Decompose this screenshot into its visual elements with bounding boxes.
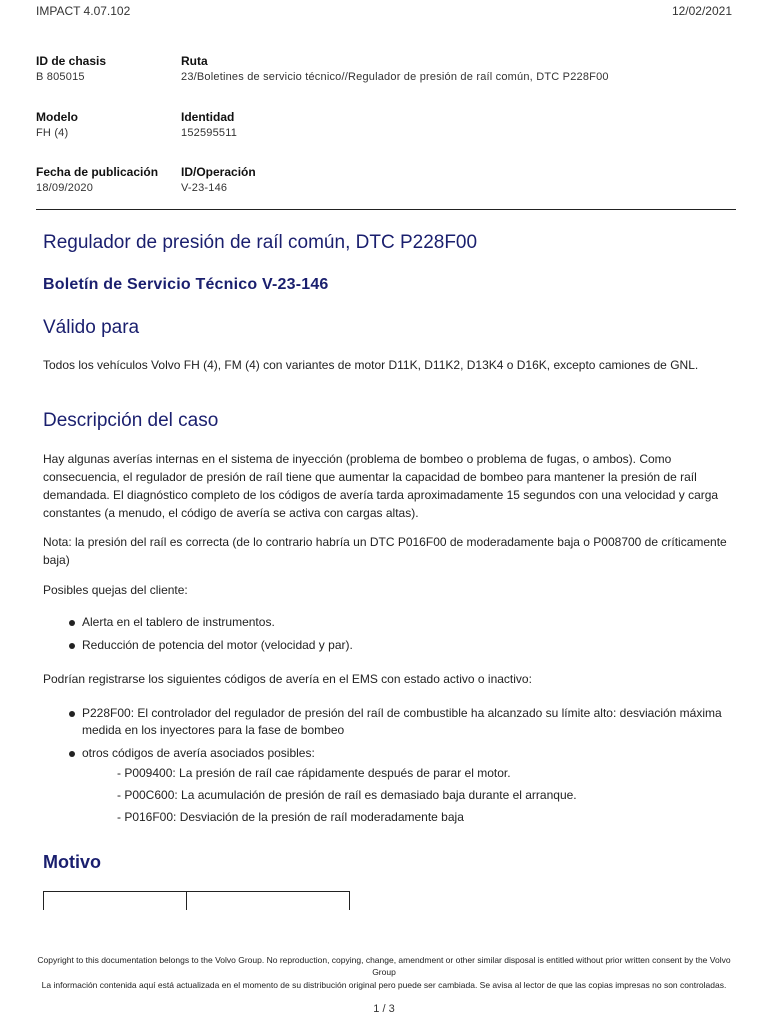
codes-list [43,705,733,762]
print-date: 12/02/2021 [671,4,732,18]
document-title: Regulador de presión de raíl común, DTC P228F00 [43,232,478,253]
app-version: IMPACT 4.07.102 [36,4,131,18]
header-divider [36,209,736,210]
distribution-notice: La información contenida aquí está actualizada en el momento de su distribución original pero puede ser cambiada. Se avisa al lector de que las copias impresas no son controladas. [41,980,727,990]
bulletin-subtitle: Boletín de Servicio Técnico V-23-146 [43,276,329,293]
operation-value: V-23-146 [181,182,228,194]
subcode-item: - P009400: La presión de raíl cae rápidamente después de parar el motor. [117,766,511,780]
table-border [43,892,44,910]
table-border [186,892,187,910]
model-value: FH (4) [36,127,69,139]
route-label: Ruta [181,54,208,68]
reason-table [43,891,350,910]
copyright-notice: Copyright to this documentation belongs to the Volvo Group. No reproduction, copying, change, amendment or other similar disposal is entitled without prior written consent by the Volvo Group [37,955,731,977]
bullet-icon [69,711,75,717]
codes-intro: Podrían registrarse los siguientes códigos de avería en el EMS con estado activo o inactivo: [43,672,532,686]
valid-for-heading: Válido para [43,317,140,338]
list-item [43,614,733,631]
identity-label: Identidad [181,110,235,124]
pubdate-value: 18/09/2020 [36,182,94,194]
meta-row-model [36,110,736,150]
complaints-intro: Posibles quejas del cliente: [43,583,188,597]
list-item [43,637,733,654]
list-item-text: P228F00: El controlador del regulador de presión del raíl de combustible ha alcanzado su límite alto: desviación máxima medida en los inyectores para la fase de bombeo [82,706,722,737]
case-note: Nota: la presión del raíl es correcta (de lo contrario habría un DTC P016F00 de moderadamente baja o P008700 de críticamente baja) [43,535,727,567]
top-bar [36,4,732,18]
subcode-item: - P00C600: La acumulación de presión de raíl es demasiado baja durante el arranque. [117,788,577,802]
meta-row-pubdate [36,165,736,205]
identity-value: 152595511 [181,127,238,139]
bullet-icon [69,620,75,626]
page-number: 1 / 3 [373,1003,395,1015]
model-label: Modelo [36,110,78,124]
reason-heading: Motivo [43,852,101,872]
meta-row-chassis [36,54,736,94]
list-item [43,705,733,739]
bullet-icon [69,751,75,757]
chassis-value: B 805015 [36,71,85,83]
operation-label: ID/Operación [181,165,256,179]
case-description-heading: Descripción del caso [43,410,219,431]
list-item [43,745,733,762]
chassis-label: ID de chasis [36,54,107,68]
subcode-item: - P016F00: Desviación de la presión de raíl moderadamente baja [117,810,464,824]
complaints-list [43,614,733,654]
valid-for-text: Todos los vehículos Volvo FH (4), FM (4) con variantes de motor D11K, D11K2, D13K4 o D16K, excepto camiones de GNL. [43,358,699,372]
list-item-text: Reducción de potencia del motor (velocidad y par). [82,638,353,652]
table-border [349,892,350,910]
route-value: 23/Boletines de servicio técnico//Regulador de presión de raíl común, DTC P228F00 [181,71,609,83]
bullet-icon [69,643,75,649]
list-item-text: Alerta en el tablero de instrumentos. [82,615,275,629]
list-item-text: otros códigos de avería asociados posibles: [82,746,315,760]
pubdate-label: Fecha de publicación [36,165,159,179]
case-paragraph-1: Hay algunas averías internas en el sistema de inyección (problema de bombeo o problema de fugas, o ambos). Como consecuencia, el regulador de presión de raíl tiene que aumentar la capacidad de bombeo para mantener la presión de raíl demandada. El diagnóstico completo de los códigos de avería tarda aproximadamente 15 segundos con una velocidad y carga constantes (a menudo, el código de avería se activa con cargas altas). [43,452,719,520]
